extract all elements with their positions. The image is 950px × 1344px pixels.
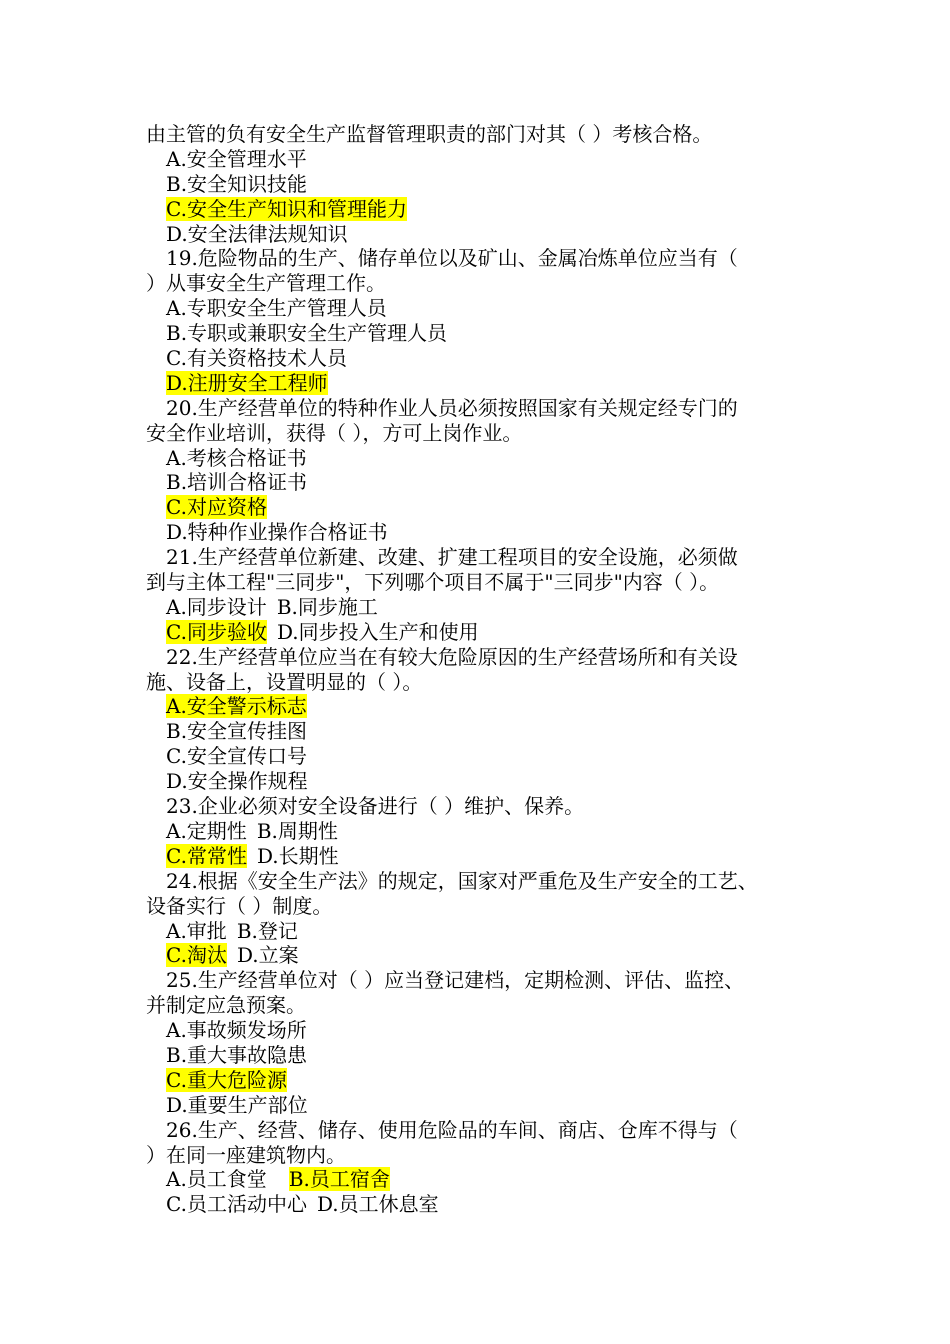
- options-ab: A.同步设计 B.同步施工: [166, 594, 378, 619]
- option-b: B.安全宣传挂图: [166, 719, 308, 744]
- option-a: A.安全管理水平: [166, 146, 307, 171]
- option-d-answer: [146, 371, 826, 396]
- option-a: A.事故频发场所: [166, 1018, 307, 1043]
- option-c-answer: [146, 1068, 826, 1093]
- options-ab: A.员工食堂 B.员工宿舍: [166, 1167, 390, 1192]
- question-19: 19.危险物品的生产、储存单位以及矿山、金属冶炼单位应当有（: [166, 246, 738, 271]
- options-cd: C.同步验收 D.同步投入生产和使用: [166, 619, 479, 644]
- answer-highlight: C.同步验收: [166, 619, 267, 644]
- question-26: 26.生产、经营、储存、使用危险品的车间、商店、仓库不得与（: [166, 1117, 738, 1142]
- answer-highlight: C.重大危险源: [166, 1067, 287, 1092]
- options-cd: C.常常性 D.长期性: [166, 843, 339, 868]
- question-24: 24.根据《安全生产法》的规定，国家对严重危及生产安全的工艺、: [166, 868, 758, 893]
- option-c-answer: [146, 197, 826, 222]
- question-21-cont: 到与主体工程"三同步"，下列哪个项目不属于"三同步"内容（ ）。: [146, 570, 720, 595]
- options-cd: C.员工活动中心 D.员工休息室: [166, 1192, 439, 1217]
- document-page: [146, 122, 826, 1217]
- answer-highlight: C.安全生产知识和管理能力: [166, 196, 407, 221]
- option-d: D.安全操作规程: [166, 769, 308, 794]
- answer-highlight: D.注册安全工程师: [166, 370, 328, 395]
- answer-highlight: C.常常性: [166, 843, 247, 868]
- option-b: B.安全知识技能: [166, 171, 308, 196]
- question-25-cont: 并制定应急预案。: [146, 993, 306, 1018]
- question-20-cont: 安全作业培训，获得（ ），方可上岗作业。: [146, 420, 523, 445]
- question-25: 25.生产经营单位对（ ）应当登记建档，定期检测、评估、监控、: [166, 968, 745, 993]
- option-a: A.考核合格证书: [166, 445, 307, 470]
- question-26-cont: ）在同一座建筑物内。: [146, 1142, 346, 1167]
- answer-highlight: C.对应资格: [166, 495, 267, 520]
- option-a: A.专职安全生产管理人员: [166, 296, 387, 321]
- option-d: D.重要生产部位: [166, 1092, 308, 1117]
- question-19-cont: ）从事安全生产管理工作。: [146, 271, 386, 296]
- question-22-cont: 施、设备上，设置明显的（ ）。: [146, 669, 423, 694]
- text-line: 由主管的负有安全生产监督管理职责的部门对其（ ）考核合格。: [146, 122, 713, 146]
- question-21: 21.生产经营单位新建、改建、扩建工程项目的安全设施，必须做: [166, 545, 738, 570]
- question-24-cont: 设备实行（ ）制度。: [146, 893, 333, 918]
- option-b: B.专职或兼职安全生产管理人员: [166, 321, 448, 346]
- question-22: 22.生产经营单位应当在有较大危险原因的生产经营场所和有关设: [166, 644, 738, 669]
- option-b: B.培训合格证书: [166, 470, 308, 495]
- option-a-answer: [146, 694, 826, 719]
- answer-highlight: B.员工宿舍: [288, 1167, 390, 1192]
- option-c-answer: [146, 495, 826, 520]
- option-c: C.有关资格技术人员: [166, 346, 347, 371]
- options-ab: A.定期性 B.周期性: [166, 818, 338, 843]
- option-d: D.安全法律法规知识: [166, 221, 348, 246]
- question-23: 23.企业必须对安全设备进行（ ）维护、保养。: [166, 794, 585, 819]
- option-b: B.重大事故隐患: [166, 1042, 308, 1067]
- options-ab: A.审批 B.登记: [166, 918, 298, 943]
- question-20: 20.生产经营单位的特种作业人员必须按照国家有关规定经专门的: [166, 395, 738, 420]
- option-c: C.安全宣传口号: [166, 744, 307, 769]
- answer-highlight: A.安全警示标志: [166, 694, 307, 719]
- option-d: D.特种作业操作合格证书: [166, 520, 388, 545]
- answer-highlight: C.淘汰: [166, 943, 227, 968]
- options-cd: C.淘汰 D.立案: [166, 943, 299, 968]
